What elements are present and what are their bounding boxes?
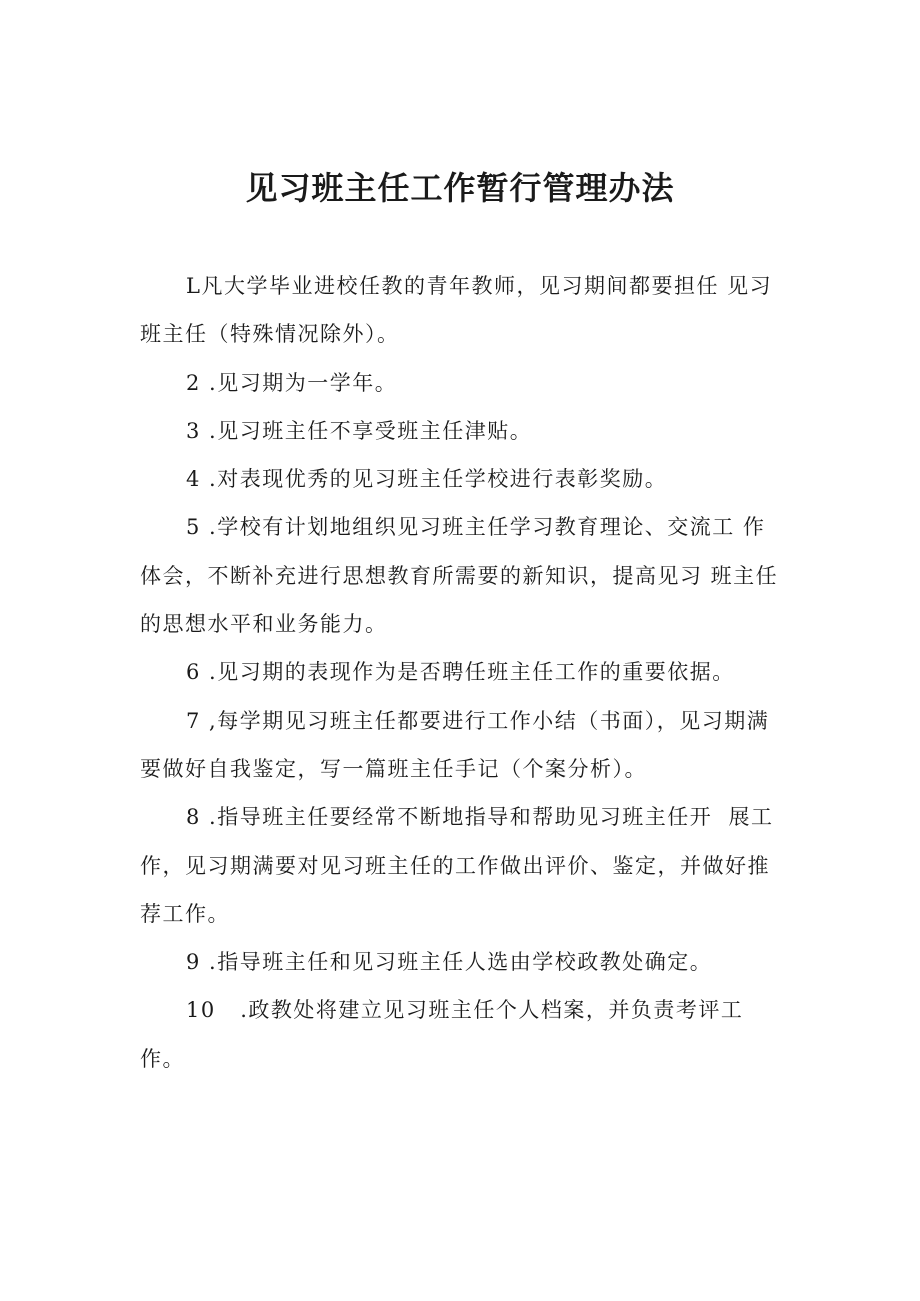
document-title: 见习班主任工作暂行管理办法 xyxy=(245,169,675,207)
document-body xyxy=(140,262,782,1083)
paragraph-8: 8 .指导班主任要经常不断地指导和帮助见习班主任开 展工作，见习期满要对见习班主任的工作做出评价、鉴定，并做好推荐工作。 xyxy=(140,805,774,926)
paragraph-9: 9 .指导班主任和见习班主任人选由学校政教处确定。 xyxy=(186,950,713,975)
paragraph-1: L凡大学毕业进校任教的青年教师，见习期间都要担任 见习班主任（特殊情况除外）。 xyxy=(140,274,773,347)
paragraph-6: 6 .见习期的表现作为是否聘任班主任工作的重要依据。 xyxy=(186,660,735,685)
paragraph-10: 10 .政教处将建立见习班主任个人档案，并负责考评工作。 xyxy=(140,998,744,1071)
paragraph-2: 2 .见习期为一学年。 xyxy=(186,370,398,395)
paragraph-7: 7 ,每学期见习班主任都要进行工作小结（书面），见习期满要做好自我鉴定，写一篇班主任手记（个案分析）。 xyxy=(140,708,770,781)
paragraph-3: 3 .见习班主任不享受班主任津贴。 xyxy=(186,418,533,443)
paragraph-4: 4 .对表现优秀的见习班主任学校进行表彰奖励。 xyxy=(186,467,668,492)
paragraph-5: 5 .学校有计划地组织见习班主任学习教育理论、交流工 作体会，不断补充进行思想教育所需要的新知识，提高见习 班主任的思想水平和业务能力。 xyxy=(140,515,779,637)
